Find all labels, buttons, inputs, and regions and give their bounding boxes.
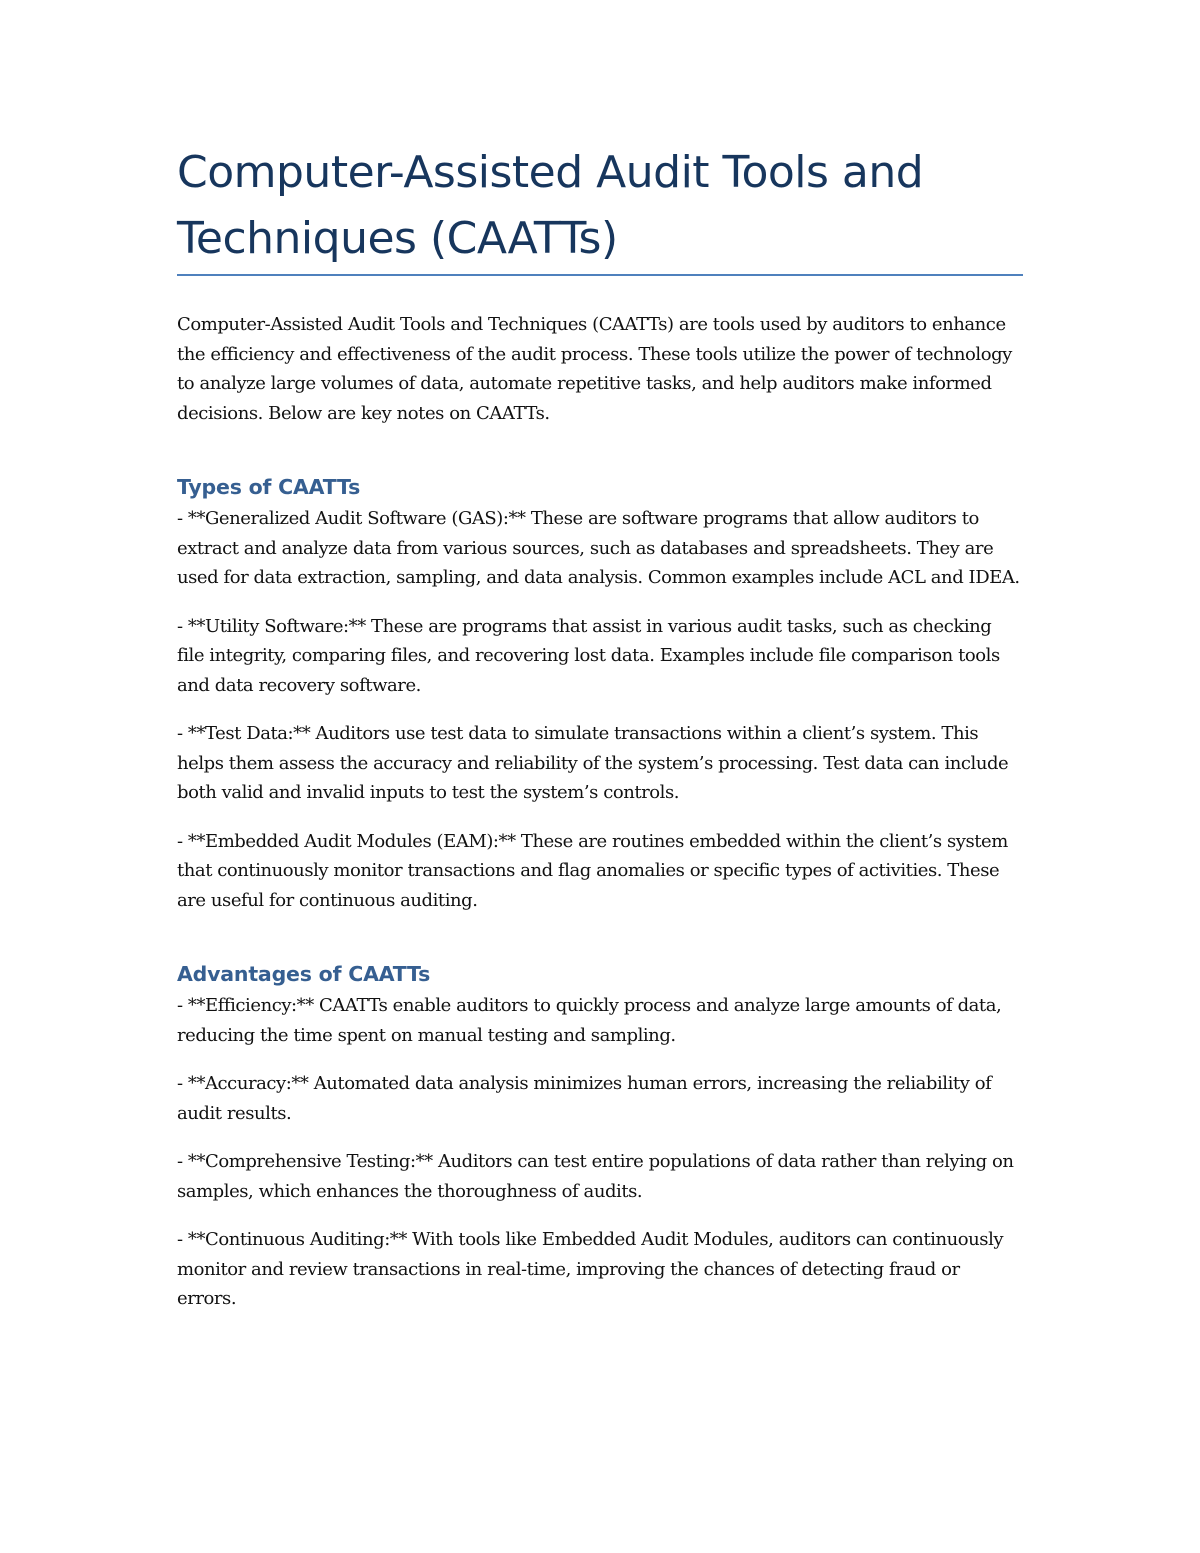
section-advantages-of-caatts	[177, 959, 1023, 1314]
list-item: - **Comprehensive Testing:** Auditors can test entire populations of data rather than relying on samples, which enhances the thoroughness of audits.	[177, 1151, 1014, 1202]
document-body	[177, 140, 1023, 1314]
title-underline-divider	[177, 274, 1023, 276]
list-item: - **Generalized Audit Software (GAS):** These are software programs that allow auditors to extract and analyze data from various sources, such as databases and spreadsheets. They are used for data extraction, sampling, and data analysis. Common examples include ACL and IDEA.	[177, 508, 1020, 588]
list-item: - **Continuous Auditing:** With tools like Embedded Audit Modules, auditors can continuously monitor and review transactions in real-time, improving the chances of detecting fraud or errors.	[177, 1229, 1004, 1309]
list-item: - **Utility Software:** These are programs that assist in various audit tasks, such as checking file integrity, comparing files, and recovering lost data. Examples include file comparison tools and data recovery software.	[177, 615, 1000, 696]
section-heading: Advantages of CAATTs	[177, 962, 431, 986]
list-item: - **Accuracy:** Automated data analysis minimizes human errors, increasing the reliability of audit results.	[177, 1073, 992, 1124]
list-item: - **Test Data:** Auditors use test data to simulate transactions within a client’s system. This helps them assess the accuracy and reliability of the system’s processing. Test data can include both valid and invalid inputs to test the system’s controls.	[177, 723, 1009, 803]
intro-paragraph: Computer-Assisted Audit Tools and Techniques (CAATTs) are tools used by auditors to enhance the efficiency and effectiveness of the audit process. These tools utilize the power of technology to analyze large volumes of data, automate repetitive tasks, and help auditors make informed decisions. Below are key notes on CAATTs.	[177, 314, 1012, 424]
section-heading: Types of CAATTs	[177, 475, 361, 499]
section-types-of-caatts	[177, 472, 1023, 915]
list-item: - **Embedded Audit Modules (EAM):** These are routines embedded within the client’s system that continuously monitor transactions and flag anomalies or specific types of activities. These are useful for continuous auditing.	[177, 830, 1008, 911]
list-item: - **Efficiency:** CAATTs enable auditors to quickly process and analyze large amounts of data, reducing the time spent on manual testing and sampling.	[177, 995, 1002, 1046]
document-title: Computer-Assisted Audit Tools and Techniques (CAATTs)	[177, 147, 924, 264]
